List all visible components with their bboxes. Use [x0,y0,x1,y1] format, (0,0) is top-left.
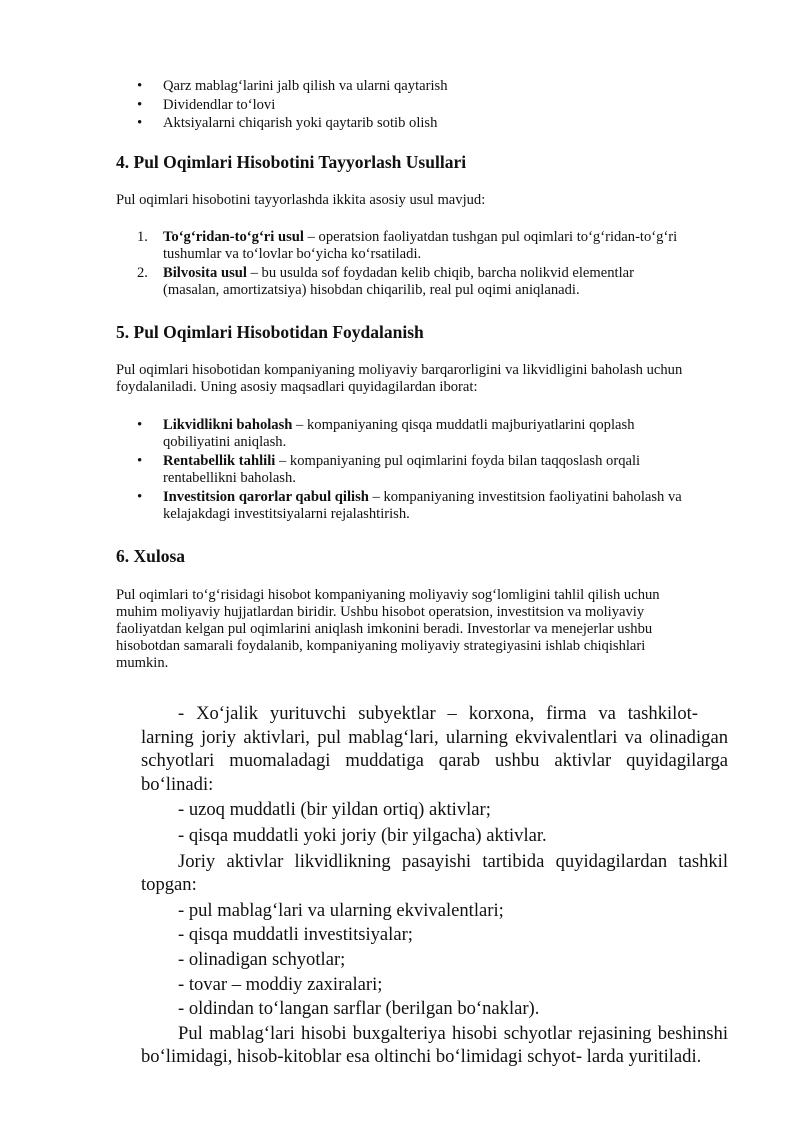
text-line: - Xo‘jalik yurituvchi subyektlar – korxona, firma va tashkilot- [178,703,698,724]
list-item: • Aktsiyalarni chiqarish yoki qaytarib sotib olish [0,115,800,134]
list-item: • Likvidlikni baholash – kompaniyaning qisqa muddatli majburiyatlarini qoplash qobiliyatini aniqlash. [0,417,800,453]
asset-classification-text [141,702,728,1069]
list-item: - pul mablag‘lari va ularning ekvivalentlari; [178,899,504,921]
text-line: larning joriy aktivlari, pul mablag‘lari, ularning ekvivalentlari va olinadigan [141,726,728,748]
text-line: topgan: [141,874,197,896]
list-item: - olinadigan schyotlar; [178,948,346,970]
list-item: - tovar – moddiy zaxiralari; [178,973,383,995]
list-item: 2. Bilvosita usul – bu usulda sof foydadan kelib chiqib, barcha nolikvid elementlar (masalan, amortizatsiya) hisobdan chiqarilib, real pul oqimi aniqlanadi. [137,265,634,298]
list-item: • Rentabellik tahlili – kompaniyaning pul oqimlarini foyda bilan taqqoslash orqali rentabellikni baholash. [0,453,800,489]
method-term: Bilvosita usul [163,265,247,281]
section-5-heading: 5. Pul Oqimlari Hisobotidan Foydalanish [116,322,424,342]
section-4-heading: 4. Pul Oqimlari Hisobotini Tayyorlash Usullari [116,152,467,172]
text-line: schyotlari muomaladagi muddatiga qarab ushbu aktivlar quyidagilarga [141,750,728,772]
text-line: Pul mablag‘lari hisobi buxgalteriya hisobi schyotlar rejasining beshinshi [178,1022,728,1044]
purpose-term: Likvidlikni baholash [163,417,293,433]
list-item: • Dividendlar to‘lovi [0,97,800,116]
section-5-purpose-list [0,417,800,525]
top-bullet-list [0,78,800,134]
text-line: - qisqa muddatli yoki joriy (bir yilgacha) aktivlar. [178,824,547,846]
purpose-term: Rentabellik tahlili [163,453,276,469]
text-line: - uzoq muddatli (bir yildan ortiq) aktivlar; [178,799,491,821]
purpose-term: Investitsion qarorlar qabul qilish [163,489,369,505]
section-6-conclusion: Pul oqimlari to‘g‘risidagi hisobot kompaniyaning moliyaviy sog‘lomligini tahlil qilish uchun muhim moliyaviy hujjatlardan biridir. Ushbu hisobot operatsion, investitsion va moliyaviy faoliyatdan kelgan pul oqimlarini aniqlash imkonini beradi. Investorlar va menejerlar ushbu hisobotdan samarali foydalanib, kompaniyaning moliyaviy strategiyasini ishlab chiqishlari mumkin. [116,587,660,671]
list-item: • Qarz mablag‘larini jalb qilish va ularni qaytarish [0,78,800,97]
list-item: • Investitsion qarorlar qabul qilish – kompaniyaning investitsion faoliyatini baholash va kelajakdagi investitsiyalarni rejalashtirish. [0,489,800,525]
section-4-method-list [0,229,800,301]
list-item: - qisqa muddatli investitsiyalar; [178,924,413,946]
list-item: - oldindan to‘langan sarflar (berilgan bo‘naklar). [178,998,540,1020]
section-6-heading: 6. Xulosa [116,546,186,566]
text-line: Joriy aktivlar likvidlikning pasayishi tartibida quyidagilardan tashkil [178,850,728,872]
section-5-intro: Pul oqimlari hisobotidan kompaniyaning moliyaviy barqarorligini va likvidligini baholash uchun foydalaniladi. Uning asosiy maqsadlari quyidagilardan iborat: [116,362,683,395]
section-4-intro: Pul oqimlari hisobotini tayyorlashda ikkita asosiy usul mavjud: [116,192,486,208]
text-line: bo‘linadi: [141,773,214,795]
list-item: 1. To‘g‘ridan-to‘g‘ri usul – operatsion faoliyatdan tushgan pul oqimlari to‘g‘ridan-to‘g‘ri tushumlar va to‘lovlar bo‘yicha ko‘rsatiladi. [137,229,678,262]
text-line: bo‘limidagi, hisob-kitoblar esa oltinchi bo‘limidagi schyot- larda yuritiladi. [141,1046,702,1068]
method-term: To‘g‘ridan-to‘g‘ri usul [163,229,304,245]
